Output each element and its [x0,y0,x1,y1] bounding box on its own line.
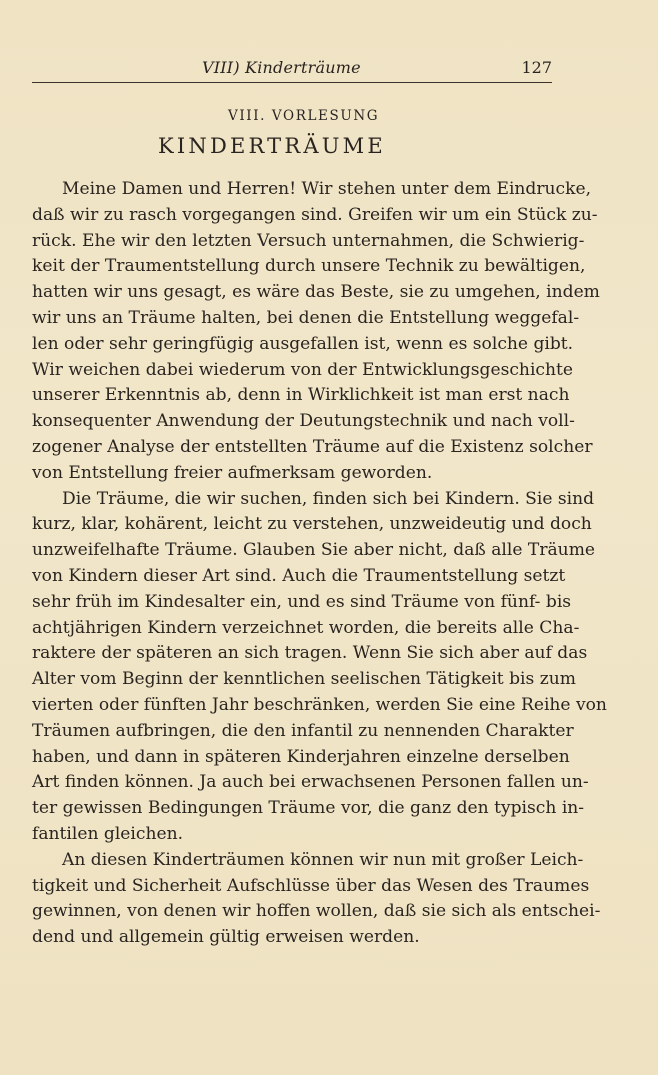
text-line: Alter vom Beginn der kenntlichen seelischen Tätigkeit bis zum [32,669,576,690]
chapter-title: KINDERTRÄUME [158,134,386,158]
text-line: achtjährigen Kindern verzeichnet worden, die bereits alle Cha- [32,617,580,638]
text-line: dend und allgemein gültig erweisen werden. [32,927,420,948]
text-line: Träumen aufbringen, die den infantil zu nennenden Charakter [32,720,574,741]
text-line: zogener Analyse der entstellten Träume auf die Existenz solcher [32,436,593,457]
text-line: wir uns an Träume halten, bei denen die Entstellung weggefal- [32,307,580,328]
text-line: ter gewissen Bedingungen Träume vor, die ganz den typisch in- [32,798,585,819]
running-head [32,54,552,83]
text-line: gewinnen, von denen wir hoffen wollen, daß sie sich als entschei- [32,901,601,922]
text-line: keit der Traumentstellung durch unsere Technik zu bewältigen, [32,256,586,277]
text-line: len oder sehr geringfügig ausgefallen ist, wenn es solche gibt. [32,333,574,354]
text-line: hatten wir uns gesagt, es wäre das Beste, sie zu umgehen, indem [32,282,600,303]
text-line: konsequenter Anwendung der Deutungstechnik und nach voll- [32,411,575,432]
chapter-label: VIII. VORLESUNG [228,108,380,124]
text-line: An diesen Kinderträumen können wir nun mit großer Leich- [62,849,584,870]
text-line: haben, und dann in späteren Kinderjahren einzelne derselben [32,746,570,767]
text-line: raktere der späteren an sich tragen. Wenn Sie sich aber auf das [32,643,588,664]
text-line: sehr früh im Kindesalter ein, und es sind Träume von fünf- bis [32,591,572,612]
text-line: Art finden können. Ja auch bei erwachsenen Personen fallen un- [32,772,589,793]
text-line: kurz, klar, kohärent, leicht zu verstehen, unzweideutig und doch [32,514,592,535]
running-title: VIII) Kinderträume [202,58,361,77]
text-line: Meine Damen und Herren! Wir stehen unter dem Eindrucke, [62,179,592,199]
text-line: unzweifelhafte Träume. Glauben Sie aber nicht, daß alle Träume [32,540,596,561]
text-line: Wir weichen dabei wiederum von der Entwicklungsgeschichte [32,359,573,380]
body-text [32,177,607,951]
text-line: von Kindern dieser Art sind. Auch die Traumentstellung setzt [32,565,566,586]
text-line: fantilen gleichen. [32,823,184,844]
text-line: von Entstellung freier aufmerksam geworden. [32,462,433,483]
text-line: rück. Ehe wir den letzten Versuch unternahmen, die Schwierig- [32,230,585,251]
text-line: daß wir zu rasch vorgegangen sind. Greifen wir um ein Stück zu- [32,204,598,225]
text-line: vierten oder fünften Jahr beschränken, werden Sie eine Reihe von [32,694,607,715]
text-line: Die Träume, die wir suchen, finden sich bei Kindern. Sie sind [62,488,595,509]
text-line: unserer Erkenntnis ab, denn in Wirklichkeit ist man erst nach [32,385,570,406]
page-number: 127 [521,58,552,77]
text-line: tigkeit und Sicherheit Aufschlüsse über das Wesen des Traumes [32,875,590,896]
